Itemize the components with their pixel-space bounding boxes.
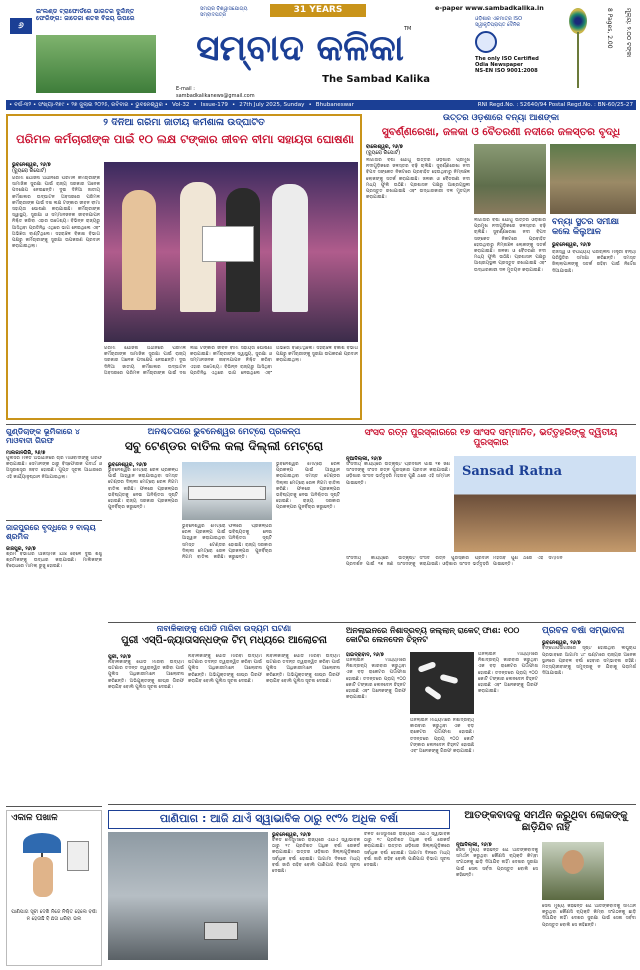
flood-dateline: ବାଲେଶ୍ୱର, ୨୬/୭ — [366, 144, 403, 150]
puri-headline: ପୁରୀ ଏସ୍‌ପି-ଜ୍ୟାତାସନ୍ଧଙ୍କ ଟିମ୍ ମଧ୍ୟରେ ଆଲୋଚନା — [121, 635, 327, 647]
army-chief-photo — [542, 842, 604, 900]
tagline: ସମୟର ବିଶ୍ୱାସଯୋଗ୍ୟ ସମ୍ବାଦପତ୍ର — [200, 6, 248, 18]
sansad-photo — [454, 456, 636, 552]
metro-story[interactable] — [108, 428, 340, 620]
email-block — [176, 86, 296, 99]
sansad-dateline: ନୂଆଦିଲ୍ଲୀ, ୨୬/୭ — [346, 456, 382, 462]
puri-body: ନାବାଳିକାଙ୍କୁ ପୋଡି ମାରିବା ଉଦ୍ୟମ ଘଟଣାର ତଦନ୍ତ ତ୍ୱରାନ୍ୱିତ କରିବା ପାଇଁ ପୁଲିସ ଅଧିକାରୀମାନେ ଆଲୋଚନା କରିଛନ୍ତି। ଅଭିଯୁକ୍ତଙ୍କୁ ଶୀଘ୍ର ଗିରଫ କରାଯିବ ବୋଲି ପୁଲିସ ସୂଚନା ଦେଇଛି। — [108, 660, 184, 690]
racket-story[interactable] — [346, 626, 538, 800]
cricket-photo — [36, 35, 156, 93]
puri-body-col3: ନାବାଳିକାଙ୍କୁ ପୋଡି ମାରିବା ଉଦ୍ୟମ ଘଟଣାର ତଦନ୍ତ ତ୍ୱରାନ୍ୱିତ କରିବା ପାଇଁ ପୁଲିସ ଅଧିକାରୀମାନେ ଆଲୋଚନା କରିଛନ୍ତି। ଅଭିଯୁକ୍ତଙ୍କୁ ଶୀଘ୍ର ଗିରଫ କରାଯିବ ବୋଲି ପୁଲିସ ସୂଚନା ଦେଇଛି। — [266, 654, 340, 684]
flood-headline: ସୁବର୍ଣ୍ଣରେଖା, ଜଳକା ଓ ବୈତରଣୀ ନଦୀରେ ଜଳସ୍ତର ବୃଦ୍ଧି — [381, 125, 621, 138]
info-bar: • ବର୍ଷ-୩୨ • ସଂଖ୍ୟା-୧୭୯ • ୨୭ ଜୁଲାଇ ୨୦୨୫, ରବିବାର • ଭୁବନେଶ୍ୱର • Vol-32 • Issue-179 • 27th July 2025, Sunday • Bhubaneswar RNI Regd.No. : 52640/94 Postal Regd.No. : BN-60/25-27 — [6, 100, 636, 110]
iso-block — [475, 16, 555, 74]
terror-headline: ଆତଙ୍କବାଦକୁ ସମର୍ଥନ କରୁଥିବା ଲୋକଙ୍କୁ ଛାଡ଼ିଯିବ ନାହିଁ — [464, 810, 628, 833]
flood-photo-2 — [550, 144, 636, 214]
rain-alert-story[interactable] — [542, 626, 636, 800]
racket-body-continued: ଅନଲାଇନ ମାଧ୍ୟମରେ ନିଶାଦ୍ରବ୍ୟ କାରବାର କରୁଥିବା ଏକ ବଡ଼ ରାକେଟର ପର୍ଦ୍ଦାଫାଶ ହୋଇଛି। ତଦନ୍ତରେ ପ୍ରାୟ ୧୦୦ କୋଟି ଟଙ୍କାର ଲେନଦେନ ଚିହ୍ନଟ ହୋଇଛି ଏବଂ ଅନେକଙ୍କୁ ଗିରଫ କରାଯାଇଛି। — [410, 718, 474, 755]
maoist-body: ପୁଲିସର ମିଳିତ ଅଭିଯାନରେ ଚାରି ମାଓବାଦୀଙ୍କୁ ଗିରଫ କରାଯାଇଛି। ସେମାନଙ୍କ ଠାରୁ ବିସ୍ଫୋରକ ପଦାର୍ଥ ଓ ଅସ୍ତ୍ରଶସ୍ତ୍ର ଜବତ ହୋଇଛି। ଗୁପ୍ତ ସୂଚନା ଆଧାରରେ ଏହି କାର୍ଯ୍ୟାନୁଷ୍ଠାନ ନିଆଯାଇଥିଲା। — [6, 456, 102, 480]
pills-photo — [410, 652, 474, 714]
puri-story[interactable] — [108, 624, 340, 800]
sansad-headline: ସଂସଦ ରତ୍ନ ପୁରସ୍କାରରେ ୧୭ ସାଂସଦ ସମ୍ମାନିତ, ଭର୍ତ୍ତୃହରିଙ୍କୁ ଦ୍ୱିତୀୟ ପୁରସ୍କାର — [364, 428, 618, 449]
iso-en-line-2: Odia Newspaper — [475, 62, 523, 68]
weather-body: ଚଳିତ ମୌସୁମୀରେ ରାଜ୍ୟରେ ଏଯାଏଁ ସ୍ୱାଭାବିକ ଠାରୁ ୧୯ ପ୍ରତିଶତ ଅଧିକ ବର୍ଷା ରେକର୍ଡ କରାଯାଇଛି। ଉତ୍ତର ଓଡ଼ିଶାର ଜିଲ୍ଲାଗୁଡ଼ିକରେ ସର୍ବାଧିକ ବର୍ଷା ହୋଇଛି। ଆଗାମୀ ଦିନରେ ମଧ୍ୟ ବର୍ଷା ଜାରି ରହିବ ବୋଲି ପାଣିପାଗ ବିଭାଗ ସୂଚନା ଦେଇଛି। — [272, 838, 360, 875]
peacock-feather-icon — [566, 8, 590, 88]
page-number-badge: ୬ — [10, 18, 32, 34]
cartoon-caption: ପାଣିପାଗ ସୂଚୀ ଦେଖି ନିଜେ ନିଶ୍ଚିତ ହେଲେ ବର୍ଷା ନ ହେଉଛି ବି ଛତା ଧରିବା ଭଲ — [11, 909, 97, 922]
cartoon-box — [6, 810, 102, 966]
metro-body-col3: ଭୁବନେଶ୍ୱର ମେଟ୍ରୋ ରେଳ ପ୍ରକଳ୍ପ ପାଇଁ ଆହ୍ୱାନ କରାଯାଇଥିବା ସମସ୍ତ ଟେଣ୍ଡର ଦିଲ୍ଲୀ ମେଟ୍ରୋ ରେଳ ନିଗମ ବାତିଲ କରିଛି। ଫଳରେ ପ୍ରକଳ୍ପର ଭବିଷ୍ୟତକୁ ନେଇ ଅନିଶ୍ଚିତତା ସୃଷ୍ଟି ହୋଇଛି। ରାଜ୍ୟ ସରକାର ପ୍ରକଳ୍ପର ପୁନର୍ବିଚାର କରୁଛନ୍ତି। — [276, 462, 340, 511]
iso-odia-line-2: ସ୍ୱୀକୃତିପ୍ରାପ୍ତ ଦୈନିକ — [475, 22, 521, 28]
puri-kicker: ନାବାଳିକାଙ୍କୁ ପୋଡି ମାରିବା ଉଦ୍ୟମ ଘଟଣା — [156, 624, 292, 633]
weather-dateline: ଭୁବନେଶ୍ୱର, ୨୬/୭ — [272, 832, 311, 838]
flood-photo-1 — [474, 144, 546, 214]
info-bar-issue: Issue-179 — [200, 102, 228, 108]
years-badge: 31 YEARS — [270, 4, 366, 17]
price-label: ମୂଲ୍ୟ: ୨.୦୦ ଟଙ୍କା — [625, 8, 632, 58]
flood-kicker: ଉତ୍ତର ଓଡ଼ିଶାରେ ବନ୍ୟା ଆଶଙ୍କା — [442, 114, 560, 123]
sansad-story[interactable] — [346, 428, 636, 620]
flood-byline: (ବ୍ୟୁରୋ ରିପୋର୍ଟ) — [366, 150, 401, 156]
iso-en-line-1: The only ISO Certified — [475, 56, 539, 62]
masthead-title: ସମ୍ବାଦ କଳିକା — [196, 27, 404, 69]
email-address[interactable]: sambadkalikanews@gmail.com — [176, 92, 255, 99]
metro-headline: ସବୁ ଟେଣ୍ଡର ବାତିଲ କଲା ଦିଲ୍ଲୀ ମେଟ୍ରୋ — [124, 439, 324, 453]
flood-sub-dateline: ଭୁବନେଶ୍ୱର, ୨୬/୭ — [552, 242, 591, 248]
masthead-title-en: The Sambad Kalika — [322, 74, 430, 85]
pages-label: 8 Pages, 2.00 — [606, 8, 613, 49]
puri-body-col2: ନାବାଳିକାଙ୍କୁ ପୋଡି ମାରିବା ଉଦ୍ୟମ ଘଟଣାର ତଦନ୍ତ ତ୍ୱରାନ୍ୱିତ କରିବା ପାଇଁ ପୁଲିସ ଅଧିକାରୀମାନେ ଆଲୋଚନା କରିଛନ୍ତି। ଅଭିଯୁକ୍ତଙ୍କୁ ଶୀଘ୍ର ଗିରଫ କରାଯିବ ବୋଲି ପୁଲିସ ସୂଚନା ଦେଇଛି। — [188, 654, 262, 684]
sansad-body-continued: ସଂସଦୀୟ କାର୍ଯ୍ୟରେ ଉତ୍କୃଷ୍ଟ ପ୍ରଦର୍ଶନ ପାଇଁ ୧୭ ଜଣ ସାଂସଦଙ୍କୁ ସଂସଦ ରତ୍ନ ପୁରସ୍କାର ପ୍ରଦାନ କରାଯାଇଛି। ଓଡ଼ିଶାର ସାଂସଦ ଭର୍ତ୍ତୃହରି ମହତାବ ପୁଣି ଥରେ ଏହି ସମ୍ମାନ ପାଇଛନ୍ତି। — [346, 556, 563, 568]
metro-photo — [182, 462, 272, 520]
flood-sub-headline: ବନ୍ୟା ସ୍ଥିତିର ସମୀକ୍ଷା କଲେ କିଲୁଆଳ — [552, 218, 620, 237]
rain-alert-dateline: ଭୁବନେଶ୍ୱର, ୨୬/୭ — [542, 640, 581, 647]
maoist-story[interactable] — [6, 428, 102, 516]
flood-story[interactable] — [366, 114, 636, 420]
cartoon-drawing — [13, 827, 95, 907]
puri-dateline: ପୁରୀ, ୨୬/୭ — [108, 654, 131, 660]
info-bar-date: 27th July 2025, Sunday — [239, 102, 305, 108]
metro-kicker: ଅନିଶ୍ଚିତତାରେ ଭୁବନେଶ୍ୱର ମେଟ୍ରୋ ପ୍ରକଳ୍ପ — [147, 428, 301, 437]
weather-headline: ପାଣିପାଗ : ଆଜି ଯାଏଁ ସ୍ୱାଭାବିକ ଠାରୁ ୧୯% ଅଧିକ ବର୍ଷା — [108, 810, 450, 829]
sansad-banner: Sansad Ratna — [462, 464, 563, 479]
info-bar-vol: Vol-32 — [171, 102, 190, 108]
iso-en-line-3: NS-EN ISO 9001:2008 — [475, 68, 538, 74]
info-bar-odia: • ବର୍ଷ-୩୨ • ସଂଖ୍ୟା-୧୭୯ • ୨୭ ଜୁଲାଇ ୨୦୨୫, ରବିବାର • ଭୁବନେଶ୍ୱର • — [9, 102, 168, 108]
rain-street-photo — [108, 832, 268, 960]
promo-teaser[interactable] — [36, 8, 158, 94]
metro-body: ଭୁବନେଶ୍ୱର ମେଟ୍ରୋ ରେଳ ପ୍ରକଳ୍ପ ପାଇଁ ଆହ୍ୱାନ କରାଯାଇଥିବା ସମସ୍ତ ଟେଣ୍ଡର ଦିଲ୍ଲୀ ମେଟ୍ରୋ ରେଳ ନିଗମ ବାତିଲ କରିଛି। ଫଳରେ ପ୍ରକଳ୍ପର ଭବିଷ୍ୟତକୁ ନେଇ ଅନିଶ୍ଚିତତା ସୃଷ୍ଟି ହୋଇଛି। ରାଜ୍ୟ ସରକାର ପ୍ରକଳ୍ପର ପୁନର୍ବିଚାର କରୁଛନ୍ତି। — [108, 468, 178, 511]
child-labour-dateline: ଜାଜପୁର, ୨୬/୭ — [6, 546, 36, 552]
lead-kicker: ୨ ଦିନିଆ ଗରିମା ଜାତୀୟ କର୍ମଶାଳା ଉଦ୍‌ଘାଟିତ — [103, 118, 265, 128]
lead-photo — [104, 162, 358, 342]
cartoon-title: ଏକାଳ ପଖାଳ — [11, 813, 58, 823]
child-labour-body: ଶ୍ରମ ବିଭାଗର ଆକସ୍ମିକ ଯାଞ୍ଚ ବେଳେ ଦୁଇ ଶିଶୁ ଶ୍ରମିକଙ୍କୁ ଉଦ୍ଧାର କରାଯାଇଛି। ମାଲିକଙ୍କ ବିରୋଧରେ ମାମଲା ରୁଜୁ ହୋଇଛି। — [6, 552, 102, 570]
terror-body: ସେନା ମୁଖ୍ୟ କହିଛନ୍ତି ଯେ ଆତଙ୍କବାଦକୁ ସମର୍ଥନ କରୁଥିବା କୌଣସି ବ୍ୟକ୍ତି କିମ୍ବା ସଂଗଠନକୁ ଛାଡ଼ି ଦିଆଯିବ ନାହିଁ। ଦେଶର ସୁରକ୍ଷା ପାଇଁ ସେନା ସର୍ବଦା ପ୍ରସ୍ତୁତ ବୋଲି ସେ କହିଛନ୍ତି। — [456, 848, 538, 878]
rain-alert-body: ବଙ୍ଗୋପସାଗରରେ ସୃଷ୍ଟି ହୋଇଥିବା ଲଘୁଚାପ ପ୍ରଭାବରେ ଆଗାମୀ ୪୮ ଘଣ୍ଟାରେ ରାଜ୍ୟର ଅନେକ ସ୍ଥାନରେ ପ୍ରବଳ ବର୍ଷା ହେବାର ସମ୍ଭାବନା ରହିଛି। ମତ୍ସ୍ୟଜୀବୀଙ୍କୁ ସମୁଦ୍ରକୁ ନ ଯିବାକୁ ପରାମର୍ଶ ଦିଆଯାଇଛି। — [542, 646, 636, 677]
info-bar-reg: RNI Regd.No. : 52640/94 Postal Regd.No. : BN-60/25-27 — [477, 102, 633, 108]
promo-teaser-text: ଇଂଲଣ୍ଡ ଟ୍ରାଫୋର୍ଡରେ ଭାରତର ଦୁର୍ଦ୍ଦାନ୍ତ ଫେରିଙ୍ଗ: ଜାଡେଜା ଶତକ ବିଜୟ ଉପରେ — [36, 8, 135, 23]
lead-dateline: ଭୁବନେଶ୍ୱର, ୨୬/୭ — [12, 162, 51, 168]
rain-alert-headline: ପ୍ରବଳ ବର୍ଷା ସମ୍ଭାବନା — [542, 626, 625, 636]
iso-logo — [475, 31, 497, 53]
sansad-body: ସଂସଦୀୟ କାର୍ଯ୍ୟରେ ଉତ୍କୃଷ୍ଟ ପ୍ରଦର୍ଶନ ପାଇଁ ୧୭ ଜଣ ସାଂସଦଙ୍କୁ ସଂସଦ ରତ୍ନ ପୁରସ୍କାର ପ୍ରଦାନ କରାଯାଇଛି। ଓଡ଼ିଶାର ସାଂସଦ ଭର୍ତ୍ତୃହରି ମହତାବ ପୁଣି ଥରେ ଏହି ସମ୍ମାନ ପାଇଛନ୍ତି। — [346, 462, 450, 486]
flood-body: ଲଗାତାର ବର୍ଷା ଯୋଗୁଁ ଉତ୍ତର ଓଡ଼ିଶାର ପ୍ରମୁଖ ନଦୀଗୁଡ଼ିକରେ ଜଳସ୍ତର ବଢ଼ି ଚାଲିଛି। ସୁବର୍ଣ୍ଣରେଖା ନଦୀ ବିପଦ ସଙ୍କେତ ନିକଟରେ ପ୍ରବାହିତ ହେଉଥିବାରୁ ନିମ୍ନାଞ୍ଚଳ ଲୋକଙ୍କୁ ସତର୍କ କରାଯାଇଛି। ଜଳକା ଓ ବୈତରଣୀ ନଦୀ ମଧ୍ୟ ଫୁଲି ଉଠିଛି। ପ୍ରଶାସନ ପକ୍ଷରୁ ଆଶ୍ରୟସ୍ଥଳୀ ପ୍ରସ୍ତୁତ ରଖାଯାଇଛି ଏବଂ ଉଦ୍ଧାରକାରୀ ଦଳ ମୁତୟନ କରାଯାଇଛି। — [366, 158, 470, 201]
metro-body-continued: ଭୁବନେଶ୍ୱର ମେଟ୍ରୋ ରେଳ ପ୍ରକଳ୍ପ ପାଇଁ ଆହ୍ୱାନ କରାଯାଇଥିବା ସମସ୍ତ ଟେଣ୍ଡର ଦିଲ୍ଲୀ ମେଟ୍ରୋ ରେଳ ନିଗମ ବାତିଲ କରିଛି। ଫଳରେ ପ୍ରକଳ୍ପର ଭବିଷ୍ୟତକୁ ନେଇ ଅନିଶ୍ଚିତତା ସୃଷ୍ଟି ହୋଇଛି। ରାଜ୍ୟ ସରକାର ପ୍ରକଳ୍ପର ପୁନର୍ବିଚାର କରୁଛନ୍ତି। — [182, 524, 272, 561]
metro-dateline: ଭୁବନେଶ୍ୱର, ୨୬/୭ — [108, 462, 147, 468]
lead-body: ଗରିମା ଯୋଜନା ଅଧୀନରେ ପରିମଳ କର୍ମଚାରୀଙ୍କ ସାମାଜିକ ସୁରକ୍ଷା ପାଇଁ ରାଜ୍ୟ ସରକାର ଅନେକ ପଦକ୍ଷେପ ନେଇଛନ୍ତି। ଦୁଇ ଦିନିଆ ଜାତୀୟ କର୍ମଶାଳାର ଉଦ୍‌ଘାଟନ ଅବସରରେ ପରିମଳ କର୍ମଚାରୀଙ୍କ ପାଇଁ ଦଶ ଲକ୍ଷ ଟଙ୍କାର ଜୀବନ ବୀମା ସହାୟତା ଘୋଷଣା କରାଯାଇଛି। କର୍ମଚାରୀଙ୍କ ସ୍ୱାସ୍ଥ୍ୟ, ସୁରକ୍ଷା ଓ ସମ୍ମାନଜନକ ଜୀବନଯାପନ ନିଶ୍ଚିତ କରିବା ଏହାର ଉଦ୍ଦେଶ୍ୟ। ବିଭିନ୍ନ ରାଜ୍ୟରୁ ଆସିଥିବା ପ୍ରତିନିଧି ଏଥିରେ ଭାଗ ନେଇଥିଲେ ଏବଂ ଅଭିଜ୍ଞତା ବାଣ୍ଟିଥିଲେ। ସହରାଞ୍ଚଳ ବିକାଶ ବିଭାଗ ପକ୍ଷରୁ କର୍ମଚାରୀଙ୍କୁ ସୁରକ୍ଷା ଉପକରଣ ପ୍ରଦାନ କରାଯାଇଥିଲା। — [12, 176, 100, 250]
maoist-dateline: ମାଲକାନଗିରି, ୨୬/୭ — [6, 450, 46, 456]
lead-story[interactable] — [6, 114, 362, 420]
iso-odia-line-1: ଓଡ଼ିଶାର ଏକମାତ୍ର ISO — [475, 16, 523, 22]
terror-body-continued: ସେନା ମୁଖ୍ୟ କହିଛନ୍ତି ଯେ ଆତଙ୍କବାଦକୁ ସମର୍ଥନ କରୁଥିବା କୌଣସି ବ୍ୟକ୍ତି କିମ୍ବା ସଂଗଠନକୁ ଛାଡ଼ି ଦିଆଯିବ ନାହିଁ। ଦେଶର ସୁରକ୍ଷା ପାଇଁ ସେନା ସର୍ବଦା ପ୍ରସ୍ତୁତ ବୋଲି ସେ କହିଛନ୍ତି। — [542, 904, 636, 928]
flood-sub-body: ରାଜସ୍ୱ ଓ ବିପର୍ଯ୍ୟୟ ପରିଚାଳନା ମନ୍ତ୍ରୀ ବନ୍ୟା ପରିସ୍ଥିତିର ସମୀକ୍ଷା କରିଛନ୍ତି। ସମସ୍ତ ଜିଲ୍ଲାପାଳଙ୍କୁ ସତର୍କ ରହିବା ପାଇଁ ନିର୍ଦ୍ଦେଶ ଦିଆଯାଇଛି। — [552, 250, 636, 274]
email-label: E-mail : — [176, 86, 195, 92]
child-labour-headline: ଜାଜପୁରରେ ବୃଦ୍ଧିରେ ୨ ବାଲ୍ୟ ଶ୍ରମିକ — [6, 524, 96, 541]
lead-body-continued: ଗରିମା ଯୋଜନା ଅଧୀନରେ ପରିମଳ କର୍ମଚାରୀଙ୍କ ସାମାଜିକ ସୁରକ୍ଷା ପାଇଁ ରାଜ୍ୟ ସରକାର ଅନେକ ପଦକ୍ଷେପ ନେଇଛନ୍ତି। ଦୁଇ ଦିନିଆ ଜାତୀୟ କର୍ମଶାଳାର ଉଦ୍‌ଘାଟନ ଅବସରରେ ପରିମଳ କର୍ମଚାରୀଙ୍କ ପାଇଁ ଦଶ ଲକ୍ଷ ଟଙ୍କାର ଜୀବନ ବୀମା ସହାୟତା ଘୋଷଣା କରାଯାଇଛି। କର୍ମଚାରୀଙ୍କ ସ୍ୱାସ୍ଥ୍ୟ, ସୁରକ୍ଷା ଓ ସମ୍ମାନଜନକ ଜୀବନଯାପନ ନିଶ୍ଚିତ କରିବା ଏହାର ଉଦ୍ଦେଶ୍ୟ। ବିଭିନ୍ନ ରାଜ୍ୟରୁ ଆସିଥିବା ପ୍ରତିନିଧି ଏଥିରେ ଭାଗ ନେଇଥିଲେ ଏବଂ ଅଭିଜ୍ଞତା ବାଣ୍ଟିଥିଲେ। ସହରାଞ୍ଚଳ ବିକାଶ ବିଭାଗ ପକ୍ଷରୁ କର୍ମଚାରୀଙ୍କୁ ସୁରକ୍ଷା ଉପକରଣ ପ୍ରଦାନ କରାଯାଇଥିଲା। — [104, 346, 358, 376]
trademark: TM — [404, 26, 412, 32]
racket-body-col3: ଅନଲାଇନ ମାଧ୍ୟମରେ ନିଶାଦ୍ରବ୍ୟ କାରବାର କରୁଥିବା ଏକ ବଡ଼ ରାକେଟର ପର୍ଦ୍ଦାଫାଶ ହୋଇଛି। ତଦନ୍ତରେ ପ୍ରାୟ ୧୦୦ କୋଟି ଟଙ୍କାର ଲେନଦେନ ଚିହ୍ନଟ ହୋଇଛି ଏବଂ ଅନେକଙ୍କୁ ଗିରଫ କରାଯାଇଛି। — [478, 652, 538, 695]
racket-body: ଅନଲାଇନ ମାଧ୍ୟମରେ ନିଶାଦ୍ରବ୍ୟ କାରବାର କରୁଥିବା ଏକ ବଡ଼ ରାକେଟର ପର୍ଦ୍ଦାଫାଶ ହୋଇଛି। ତଦନ୍ତରେ ପ୍ରାୟ ୧୦୦ କୋଟି ଟଙ୍କାର ଲେନଦେନ ଚିହ୍ନଟ ହୋଇଛି ଏବଂ ଅନେକଙ୍କୁ ଗିରଫ କରାଯାଇଛି। — [346, 658, 406, 701]
info-bar-city: Bhubaneswar — [315, 102, 354, 108]
weather-story[interactable] — [108, 810, 450, 966]
racket-dateline: ହାଇଦ୍ରାବାଦ, ୨୬/୭ — [346, 652, 384, 658]
child-labour-story[interactable] — [6, 524, 102, 614]
maoist-headline: ଗୁଣ୍ଡିଚାଙ୍କ ଭୂମିକାରେ ୪ ମାଓବାଦୀ ଗିରଫ — [6, 428, 80, 445]
weather-body-continued: ଚଳିତ ମୌସୁମୀରେ ରାଜ୍ୟରେ ଏଯାଏଁ ସ୍ୱାଭାବିକ ଠାରୁ ୧୯ ପ୍ରତିଶତ ଅଧିକ ବର୍ଷା ରେକର୍ଡ କରାଯାଇଛି। ଉତ୍ତର ଓଡ଼ିଶାର ଜିଲ୍ଲାଗୁଡ଼ିକରେ ସର୍ବାଧିକ ବର୍ଷା ହୋଇଛି। ଆଗାମୀ ଦିନରେ ମଧ୍ୟ ବର୍ଷା ଜାରି ରହିବ ବୋଲି ପାଣିପାଗ ବିଭାଗ ସୂଚନା ଦେଇଛି। — [364, 832, 450, 869]
lead-byline: (ବ୍ୟୁରୋ ରିପୋର୍ଟ) — [12, 168, 47, 174]
flood-body-continued: ଲଗାତାର ବର୍ଷା ଯୋଗୁଁ ଉତ୍ତର ଓଡ଼ିଶାର ପ୍ରମୁଖ ନଦୀଗୁଡ଼ିକରେ ଜଳସ୍ତର ବଢ଼ି ଚାଲିଛି। ସୁବର୍ଣ୍ଣରେଖା ନଦୀ ବିପଦ ସଙ୍କେତ ନିକଟରେ ପ୍ରବାହିତ ହେଉଥିବାରୁ ନିମ୍ନାଞ୍ଚଳ ଲୋକଙ୍କୁ ସତର୍କ କରାଯାଇଛି। ଜଳକା ଓ ବୈତରଣୀ ନଦୀ ମଧ୍ୟ ଫୁଲି ଉଠିଛି। ପ୍ରଶାସନ ପକ୍ଷରୁ ଆଶ୍ରୟସ୍ଥଳୀ ପ୍ରସ୍ତୁତ ରଖାଯାଇଛି ଏବଂ ଉଦ୍ଧାରକାରୀ ଦଳ ମୁତୟନ କରାଯାଇଛି। — [474, 218, 546, 273]
terror-story[interactable] — [456, 810, 636, 966]
epaper-link[interactable]: e-paper www.sambadkalika.in — [435, 4, 544, 12]
racket-headline: ଅନଲାଇନରେ ନିଶାଦ୍ରବ୍ୟ ଜଲ୍‌ଲାନ୍ ରାକେଟ୍ ଫାଶ: ୧୦୦ କୋଟିର ଲେନଦେନ ଚିହ୍ନଟ — [346, 626, 520, 645]
terror-dateline: ନୂଆଦିଲ୍ଲୀ, ୨୬/୭ — [456, 842, 492, 848]
lead-headline: ପରିମଳ କର୍ମଚାରୀଙ୍କ ପାଇଁ ୧୦ ଲକ୍ଷ ଟଙ୍କାର ଜୀବନ ବୀମା ସହାୟତା ଘୋଷଣା — [16, 133, 354, 146]
